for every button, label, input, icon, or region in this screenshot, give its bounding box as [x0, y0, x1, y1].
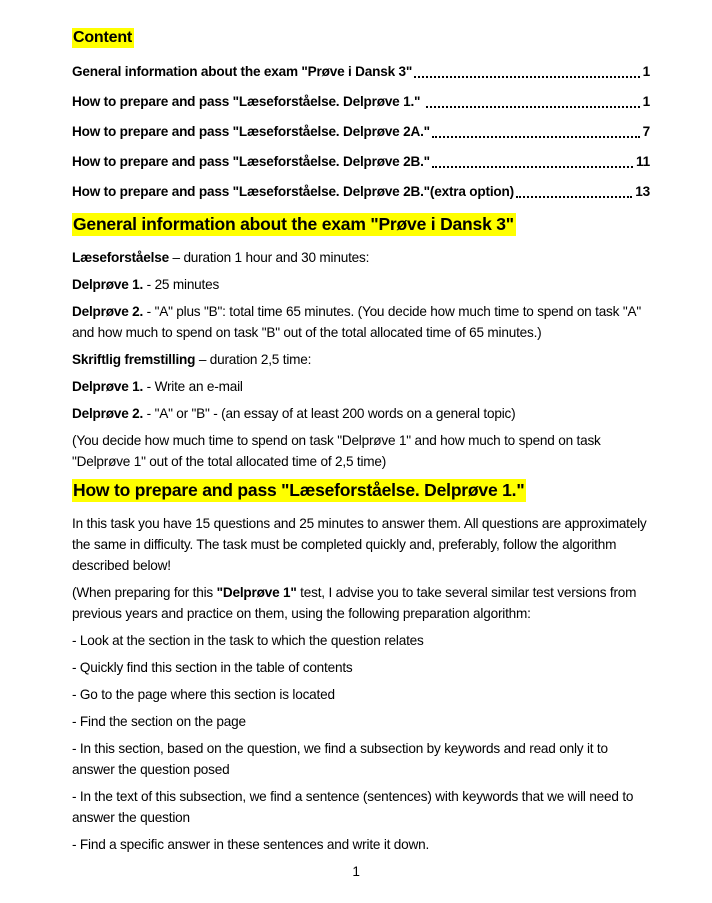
- section-heading-how-to-prepare: [72, 478, 650, 502]
- paragraph-lead-bold: Delprøve 1.: [72, 277, 144, 292]
- toc-dotted-leader: [426, 106, 640, 108]
- paragraph-text: - 25 minutes: [143, 277, 220, 292]
- paragraph-lead-bold: Skriftlig fremstilling: [72, 352, 196, 367]
- toc-page-number: 11: [636, 154, 650, 169]
- page-number: 1: [352, 864, 360, 879]
- toc-entry[interactable]: [72, 152, 650, 171]
- paragraph-text: – duration 2,5 time:: [195, 352, 312, 367]
- toc-dotted-leader: [432, 136, 640, 138]
- toc-entry-title: How to prepare and pass "Læseforståelse. Delprøve 2B."(extra option): [72, 184, 514, 199]
- paragraph-inline-bold: "Delprøve 1": [216, 585, 297, 600]
- paragraph-text: In this task you have 15 questions and 25 minutes to answer them. All questions are approximately the same in difficulty. The task must be completed quickly and, preferably, follow the algorithm described below!: [72, 516, 647, 573]
- paragraph-delproeve1-email: [72, 376, 650, 397]
- paragraph-delproeve2-essay: [72, 403, 650, 424]
- paragraph-text: test, I advise you to take several similar test versions from previous years and practice on them, using the following preparation algorithm:: [72, 585, 637, 621]
- toc-page-number: 7: [642, 124, 650, 139]
- toc-heading-text: Content: [73, 29, 133, 46]
- toc-entry-title: How to prepare and pass "Læseforståelse. Delprøve 2B.": [72, 154, 430, 169]
- paragraph-preparation-advice: [72, 582, 650, 624]
- list-item-step: - Look at the section in the task to which the question relates: [72, 633, 424, 648]
- toc-heading: [72, 28, 650, 48]
- toc-entry[interactable]: [72, 182, 650, 201]
- paragraph-delproeve2-time: [72, 301, 650, 343]
- list-item-step: - In the text of this subsection, we find a sentence (sentences) with keywords that we will need to answer the question: [72, 789, 634, 825]
- paragraph-text: - "A" or "B" - (an essay of at least 200 words on a general topic): [143, 406, 516, 421]
- paragraph-text: (You decide how much time to spend on task "Delprøve 1" and how much to spend on task "Delprøve 1" out of the total allocated time of 2,5 time): [72, 433, 601, 469]
- paragraph-task-overview: [72, 513, 650, 576]
- toc-entry[interactable]: [72, 62, 650, 81]
- toc-dotted-leader: [414, 76, 639, 78]
- table-of-contents: [72, 62, 650, 201]
- toc-entry[interactable]: [72, 92, 650, 111]
- paragraph-laeseforstaaelse-duration: [72, 247, 650, 268]
- paragraph-text: – duration 1 hour and 30 minutes:: [168, 250, 370, 265]
- toc-page-number: 1: [642, 94, 650, 109]
- list-item-step: - In this section, based on the question, we find a subsection by keywords and read only it to answer the question posed: [72, 741, 608, 777]
- paragraph-text: - "A" plus "B": total time 65 minutes. (You decide how much time to spend on task "A" and how much to spend on task "B" out of the total allocated time of 65 minutes.): [72, 304, 641, 340]
- paragraph-lead-bold: Delprøve 2.: [72, 304, 144, 319]
- paragraph-time-allocation-note: [72, 430, 650, 472]
- toc-dotted-leader: [432, 166, 633, 168]
- section-heading-how-to-prepare-text: How to prepare and pass "Læseforståelse. Delprøve 1.": [73, 480, 525, 500]
- section-heading-general-info-text: General information about the exam "Prøve i Dansk 3": [73, 214, 514, 234]
- list-item-step: - Find a specific answer in these sentences and write it down.: [72, 837, 430, 852]
- paragraph-lead-bold: Delprøve 2.: [72, 406, 144, 421]
- paragraph-delproeve1-time: [72, 274, 650, 295]
- toc-page-number: 13: [635, 184, 650, 199]
- toc-entry-title: How to prepare and pass "Læseforståelse. Delprøve 2A.": [72, 124, 430, 139]
- toc-entry-title: General information about the exam "Prøve i Dansk 3": [72, 64, 413, 79]
- paragraph-lead-bold: Delprøve 1.: [72, 379, 144, 394]
- list-item-step: - Go to the page where this section is located: [72, 687, 335, 702]
- paragraph-text: - Write an e-mail: [143, 379, 243, 394]
- toc-page-number: 1: [642, 64, 650, 79]
- list-item-step: - Quickly find this section in the table of contents: [72, 660, 353, 675]
- paragraph-skriftlig-duration: [72, 349, 650, 370]
- paragraph-lead-bold: Læseforståelse: [72, 250, 169, 265]
- paragraph-text: (When preparing for this: [72, 585, 217, 600]
- list-item-step: - Find the section on the page: [72, 714, 246, 729]
- section-heading-general-info: [72, 212, 650, 236]
- toc-entry[interactable]: [72, 122, 650, 141]
- toc-entry-title: How to prepare and pass "Læseforståelse. Delprøve 1.": [72, 94, 424, 109]
- toc-dotted-leader: [516, 196, 632, 198]
